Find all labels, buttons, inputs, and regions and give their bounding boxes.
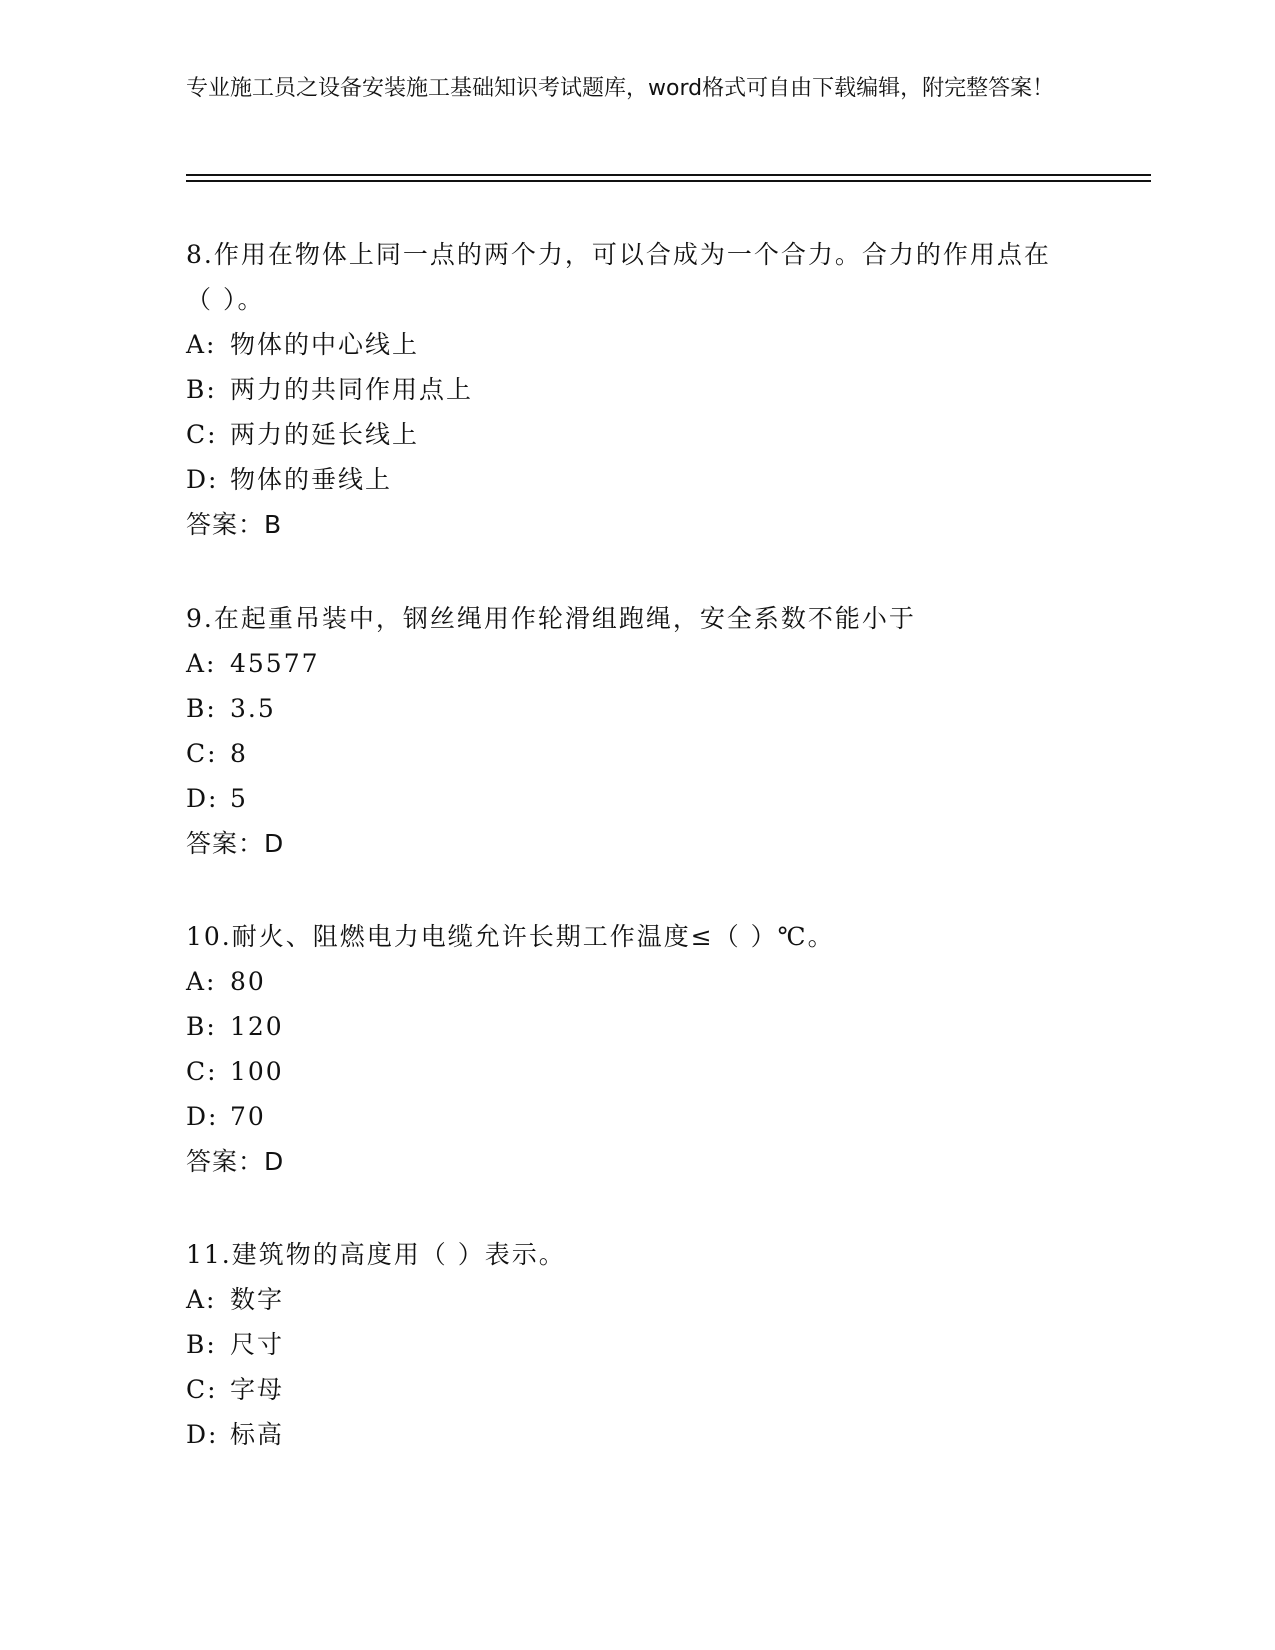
option-key: D: <box>186 1420 219 1449</box>
option-key: B: <box>186 1330 217 1359</box>
option-text: 3.5 <box>230 694 276 723</box>
option-key: B: <box>186 1012 217 1041</box>
option-key: D: <box>186 784 219 813</box>
question-9 <box>186 596 1066 866</box>
option-c <box>186 731 1066 776</box>
option-key: A: <box>186 1285 217 1314</box>
option-b <box>186 1004 1066 1049</box>
option-key: D: <box>186 1102 219 1131</box>
question-stem: 11.建筑物的高度用（ ）表示。 <box>186 1240 566 1269</box>
option-key: C: <box>186 420 218 449</box>
question-11 <box>186 1232 1066 1457</box>
option-b <box>186 367 1066 412</box>
option-d <box>186 1412 1066 1457</box>
option-text: 数字 <box>230 1285 285 1314</box>
option-c <box>186 1049 1066 1094</box>
option-text: 45577 <box>230 649 320 678</box>
option-text: 80 <box>230 967 266 996</box>
option-d <box>186 1094 1066 1139</box>
option-text: 物体的中心线上 <box>230 330 420 359</box>
document-header: 专业施工员之设备安装施工基础知识考试题库，word格式可自由下载编辑，附完整答案！ <box>186 76 1055 101</box>
question-10 <box>186 914 1066 1184</box>
answer-label: 答案：D <box>186 829 285 858</box>
option-d <box>186 457 1066 502</box>
option-key: B: <box>186 375 217 404</box>
option-a <box>186 641 1066 686</box>
option-text: 120 <box>230 1012 284 1041</box>
option-text: 标高 <box>230 1420 285 1449</box>
question-stem: 9.在起重吊装中，钢丝绳用作轮滑组跑绳，安全系数不能小于 <box>186 604 916 633</box>
option-c <box>186 1367 1066 1412</box>
option-text: 8 <box>230 739 248 768</box>
option-text: 5 <box>230 784 248 813</box>
option-key: A: <box>186 649 217 678</box>
option-text: 字母 <box>230 1375 285 1404</box>
option-a <box>186 1277 1066 1322</box>
option-text: 70 <box>230 1102 266 1131</box>
answer-label: 答案：D <box>186 1147 285 1176</box>
option-key: C: <box>186 739 218 768</box>
option-key: B: <box>186 694 217 723</box>
option-text: 尺寸 <box>230 1330 285 1359</box>
header-divider-top <box>186 174 1151 176</box>
option-text: 两力的共同作用点上 <box>230 375 474 404</box>
option-a <box>186 322 1066 367</box>
option-d <box>186 776 1066 821</box>
option-b <box>186 1322 1066 1367</box>
option-key: D: <box>186 465 219 494</box>
option-text: 两力的延长线上 <box>230 420 420 449</box>
option-text: 物体的垂线上 <box>230 465 393 494</box>
question-stem: 8.作用在物体上同一点的两个力，可以合成为一个合力。合力的作用点在（ ）。 <box>186 240 1051 314</box>
option-c <box>186 412 1066 457</box>
option-key: A: <box>186 967 217 996</box>
option-b <box>186 686 1066 731</box>
option-key: C: <box>186 1057 218 1086</box>
option-key: C: <box>186 1375 218 1404</box>
option-key: A: <box>186 330 217 359</box>
question-stem: 10.耐火、阻燃电力电缆允许长期工作温度≤（ ）℃。 <box>186 922 835 951</box>
question-8 <box>186 232 1066 547</box>
option-text: 100 <box>230 1057 284 1086</box>
option-a <box>186 959 1066 1004</box>
header-divider-bottom <box>186 180 1151 182</box>
answer-label: 答案：B <box>186 510 283 539</box>
